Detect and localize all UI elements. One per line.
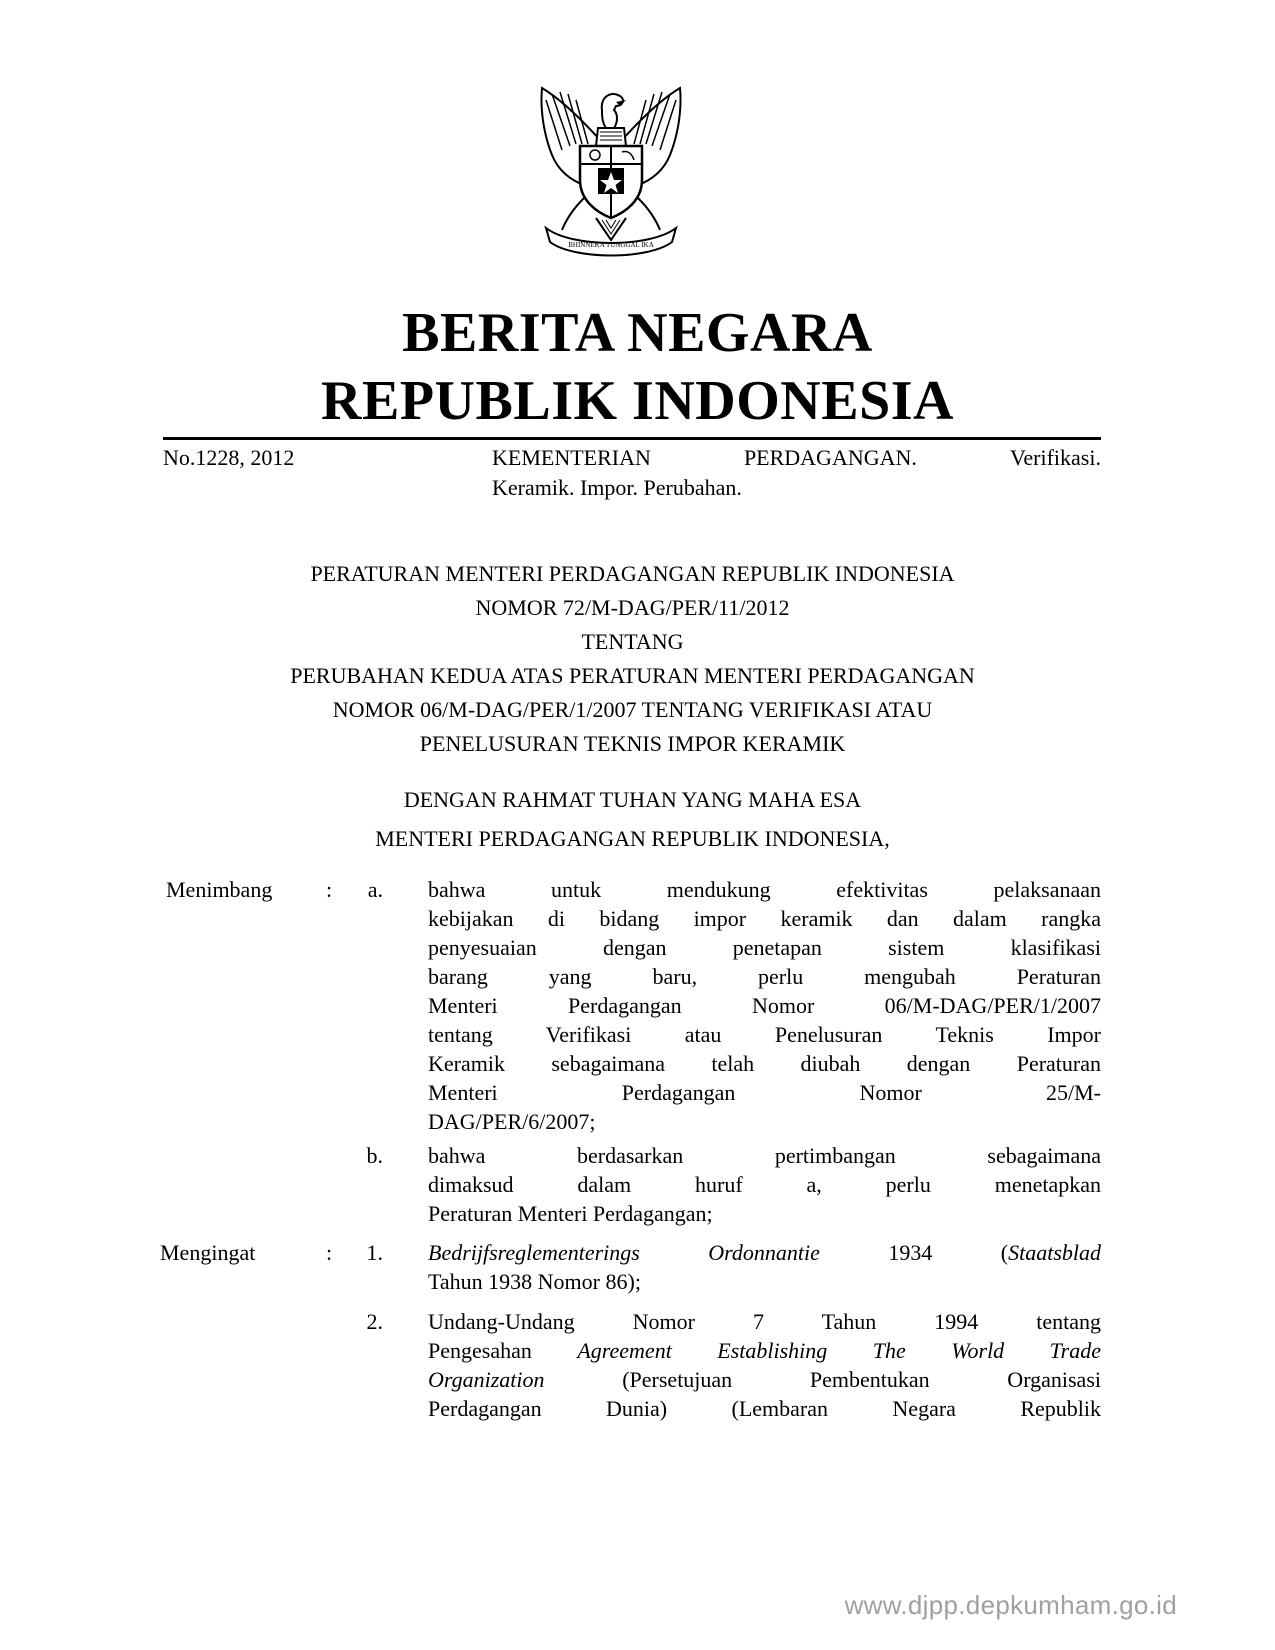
mengingat-1-italic-b: Staatsblad [1008, 1240, 1102, 1265]
regulation-line-6: PENELUSURAN TEKNIS IMPOR KERAMIK [419, 731, 846, 756]
mengingat-2-line-3-italic: Organization [428, 1367, 545, 1392]
mengingat-2-line-2-italic: Agreement Establishing The World Trade [577, 1338, 1101, 1363]
menimbang-item-a [428, 875, 1101, 1136]
menimbang-a-line-7: Keramik sebagaimana telah diubah dengan Peraturan [428, 1051, 1101, 1076]
publication-title-line2: REPUBLIK INDONESIA [321, 370, 954, 432]
menimbang-a-line-8: Menteri Perdagangan Nomor 25/M- [428, 1080, 1101, 1105]
subject-word-1: KEMENTERIAN [492, 445, 651, 470]
subject-word-3: Verifikasi. [1009, 445, 1101, 470]
minister-line: MENTERI PERDAGANGAN REPUBLIK INDONESIA, [375, 826, 890, 851]
menimbang-a-line-4: barang yang baru, perlu mengubah Peraturan [428, 964, 1101, 989]
menimbang-b-line-1: bahwa berdasarkan pertimbangan sebagaimana [428, 1143, 1101, 1168]
regulation-line-1: PERATURAN MENTERI PERDAGANGAN REPUBLIK INDONESIA [310, 561, 955, 586]
regulation-line-5: NOMOR 06/M-DAG/PER/1/2007 TENTANG VERIFIKASI ATAU [332, 697, 933, 722]
mengingat-item-1-marker: 1. [366, 1240, 383, 1265]
menimbang-a-line-6: tentang Verifikasi atau Penelusuran Teknis Impor [428, 1022, 1101, 1047]
menimbang-a-line-9: DAG/PER/6/2007; [428, 1109, 596, 1134]
menimbang-a-line-3: penyesuaian dengan penetapan sistem klasifikasi [428, 935, 1101, 960]
menimbang-colon: : [326, 877, 333, 902]
regulation-tentang: TENTANG [581, 629, 684, 654]
regulation-line-4: PERUBAHAN KEDUA ATAS PERATURAN MENTERI PERDAGANGAN [290, 663, 975, 688]
menimbang-a-line-5: Menteri Perdagangan Nomor 06/M-DAG/PER/1/2007 [428, 993, 1101, 1018]
emblem-motto: BHINNEKA TUNGGAL IKA [568, 241, 654, 249]
mengingat-item-2 [428, 1307, 1101, 1423]
menimbang-item-b [428, 1141, 1101, 1228]
mengingat-2-line-1: Undang-Undang Nomor 7 Tahun 1994 tentang [428, 1309, 1101, 1334]
mengingat-1-italic-a: Bedrijfsreglementerings Ordonnantie [428, 1240, 820, 1265]
publication-title-line1: BERITA NEGARA [402, 302, 873, 364]
garuda-emblem-icon [522, 80, 700, 265]
mengingat-2-line-4: Perdagangan Dunia) (Lembaran Negara Republik [428, 1396, 1101, 1421]
menimbang-item-b-marker: b. [366, 1143, 383, 1168]
god-line: DENGAN RAHMAT TUHAN YANG MAHA ESA [403, 787, 862, 812]
mengingat-item-2-marker: 2. [366, 1309, 383, 1334]
mengingat-2-line-3-plain: (Persetujuan Pembentukan Organisasi [544, 1367, 1101, 1392]
subject-line-2: Keramik. Impor. Perubahan. [492, 475, 742, 500]
menimbang-a-line-2: kebijakan di bidang impor keramik dan dalam rangka [428, 906, 1101, 931]
mengingat-item-1 [428, 1238, 1101, 1296]
header-divider [163, 437, 1101, 440]
gazette-subject [492, 443, 1101, 503]
mengingat-1-line-2: Tahun 1938 Nomor 86); [428, 1269, 641, 1294]
mengingat-2-line-2-plain: Pengesahan [428, 1338, 578, 1363]
menimbang-a-line-1: bahwa untuk mendukung efektivitas pelaksanaan [428, 877, 1101, 902]
menimbang-label: Menimbang [166, 877, 273, 902]
gazette-number: No.1228, 2012 [163, 445, 295, 470]
menimbang-b-line-2: dimaksud dalam huruf a, perlu menetapkan [428, 1172, 1101, 1197]
mengingat-label: Mengingat [160, 1240, 256, 1265]
regulation-heading [160, 557, 1105, 761]
regulation-number: NOMOR 72/M-DAG/PER/11/2012 [475, 595, 790, 620]
preamble-heading [160, 780, 1105, 858]
source-watermark: www.djpp.depkumham.go.id [844, 1590, 1177, 1620]
mengingat-1-plain: 1934 ( [819, 1240, 1009, 1265]
menimbang-item-a-marker: a. [367, 877, 383, 902]
subject-word-2: PERDAGANGAN. [743, 445, 917, 470]
mengingat-colon: : [326, 1240, 333, 1265]
menimbang-b-line-3: Peraturan Menteri Perdagangan; [428, 1201, 713, 1226]
